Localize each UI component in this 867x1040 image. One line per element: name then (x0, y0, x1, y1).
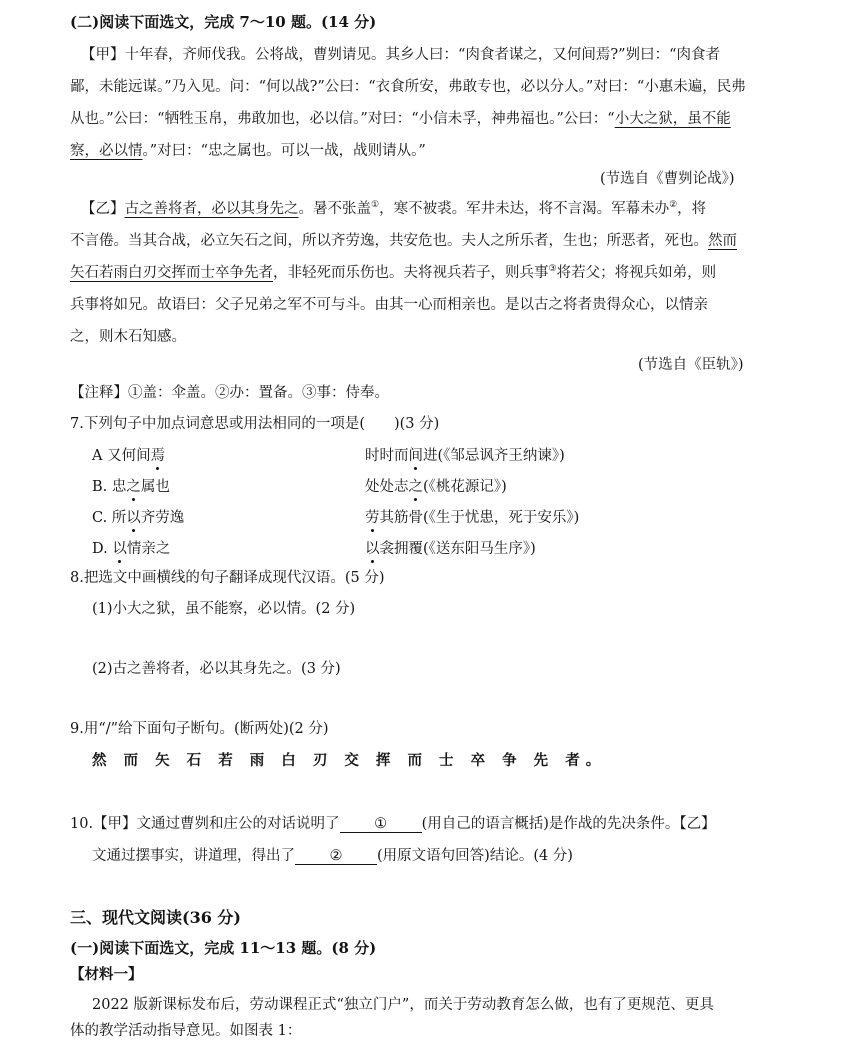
question-10-line-2: 文通过摆事实，讲道理，得出了 ② (用原文语句回答)结论。(4 分) (92, 848, 573, 864)
question-10-line-1: 10.【甲】文通过曹刿和庄公的对话说明了 ① (用自己的语言概括)是作战的先决条件。【乙】 (70, 816, 716, 832)
dotted-char: 焉 (151, 444, 166, 465)
jia-line-3: 从也。”公曰：“牺牲玉帛，弗敢加也，必以信。”对曰：“小信未孚，神弗福也。”公曰：“小大之狱，虽不能 (70, 111, 731, 127)
option-b: B. 忠之属也 (92, 475, 170, 496)
dotted-char: 间 (409, 444, 424, 465)
answer-blank-2[interactable]: ② (295, 849, 377, 865)
material-label: 【材料一】 (70, 966, 143, 983)
yi-line-1: 【乙】古之善将者，必以其身先之。暑不张盖①，寒不被裘。军井未达，将不言渴。军幕未办②，将 (81, 200, 707, 217)
answer-blank-1[interactable]: ① (340, 817, 422, 833)
section-3-heading: 三、现代文阅读(36 分) (70, 908, 241, 927)
annotation-notes: 【注释】①盖：伞盖。②办：置备。③事：侍奉。 (70, 385, 389, 401)
jia-source: (节选自《曹刿论战》) (600, 171, 735, 187)
underlined-sentence: 古之善将者，必以其身先之 (124, 201, 299, 217)
dotted-char: 以 (112, 537, 127, 558)
section-3-subheading: (一)阅读下面选文，完成 11～13 题。(8 分) (70, 939, 377, 957)
section-heading: (二)阅读下面选文，完成 7～10 题。(14 分) (70, 13, 377, 31)
yi-line-5: 之，则木石知感。 (70, 329, 186, 345)
option-c: C. 所以齐劳逸 (92, 506, 184, 527)
underlined-sentence: 矢石若雨白刃交挥而士卒争先者 (70, 265, 273, 281)
dotted-char: 以 (126, 506, 141, 527)
dotted-char: 之 (126, 475, 141, 496)
material-paragraph-line-1: 2022 版新课标发布后，劳动课程正式“独立门户”，而关于劳动教育怎么做，也有了更规范、更具 (92, 997, 714, 1013)
option-d-compare: 以衾拥覆(《送东阳马生序》) (365, 537, 536, 558)
yi-source: (节选自《臣轨》) (638, 357, 744, 373)
question-7-stem: 7.下列句子中加点词意思或用法相同的一项是( )(3 分) (70, 416, 440, 432)
footnote-marker: ② (669, 200, 678, 211)
option-d: D. 以情亲之 (92, 537, 170, 558)
question-8-sub-1: (1)小大之狱，虽不能察，必以情。(2 分) (92, 601, 356, 617)
yi-line-2: 不言倦。当其合战，必立矢石之间，所以齐劳逸，共安危也。夫人之所乐者，生也；所恶者，死也。然而 (70, 233, 737, 249)
question-9-stem: 9.用“/”给下面句子断句。(断两处)(2 分) (70, 721, 329, 737)
dotted-char: 之 (409, 475, 424, 496)
dotted-char: 以 (365, 537, 380, 558)
question-8-sub-2: (2)古之善将者，必以其身先之。(3 分) (92, 661, 341, 677)
underlined-sentence: 然而 (708, 233, 737, 249)
punctuation-sentence: 然 而 矢 石 若 雨 白 刃 交 挥 而 士 卒 争 先 者。 (92, 752, 607, 769)
option-a: A 又何间焉 (92, 444, 165, 465)
jia-line-1: 【甲】十年春，齐师伐我。公将战，曹刿请见。其乡人曰：“肉食者谋之，又何间焉?”刿曰：“肉食者 (81, 47, 721, 63)
yi-line-4: 兵事将如兄。故语曰：父子兄弟之军不可与斗。由其一心而相亲也。是以古之将者贵得众心，以情亲 (70, 297, 708, 313)
option-a-compare: 时时而间进(《邹忌讽齐王纳谏》) (365, 444, 565, 465)
underlined-sentence: 小大之狱，虽不能 (614, 111, 731, 127)
footnote-marker: ③ (548, 264, 557, 275)
yi-line-3: 矢石若雨白刃交挥而士卒争先者，非轻死而乐伤也。夫将视兵若子，则兵事③将若父；将视兵如弟，则 (70, 264, 717, 281)
jia-line-4: 察，必以情。”对曰：“忠之属也。可以一战，战则请从。” (70, 143, 426, 159)
material-paragraph-line-2: 体的教学活动指导意见。如图表 1： (70, 1023, 302, 1039)
option-b-compare: 处处志之(《桃花源记》) (365, 475, 507, 496)
underlined-sentence: 察，必以情 (70, 143, 143, 159)
dotted-char: 劳 (365, 506, 380, 527)
option-c-compare: 劳其筋骨(《生于忧患，死于安乐》) (365, 506, 579, 527)
question-8-stem: 8.把选文中画横线的句子翻译成现代汉语。(5 分) (70, 570, 385, 586)
jia-line-2: 鄙，未能远谋。”乃入见。问：“何以战?”公曰：“衣食所安，弗敢专也，必以分人。”对曰：“小惠未遍，民弗 (70, 79, 746, 95)
footnote-marker: ① (371, 200, 380, 211)
